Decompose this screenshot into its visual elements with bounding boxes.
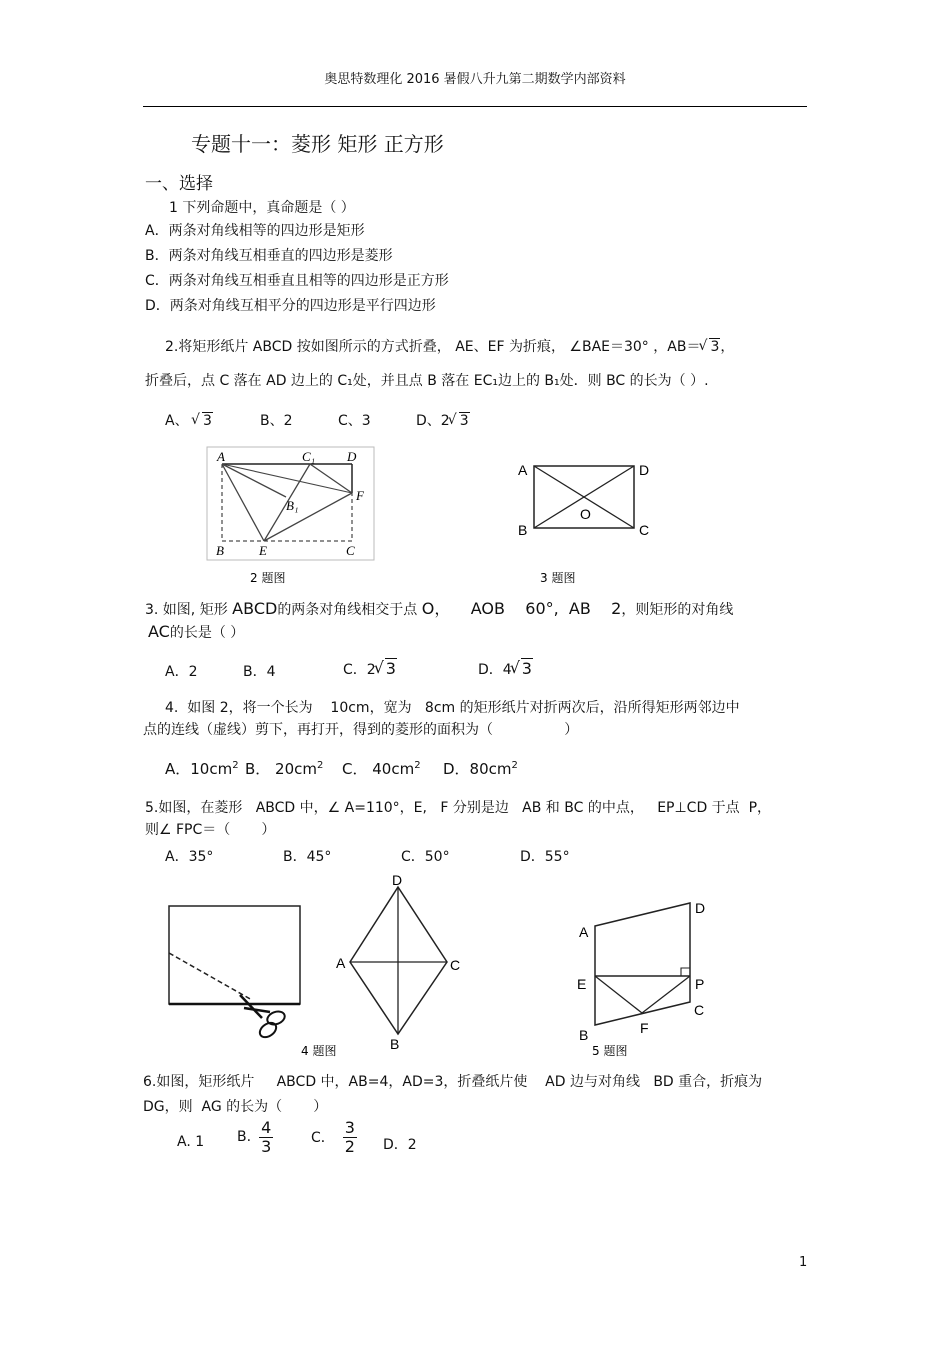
q5-label-d: D xyxy=(695,900,706,916)
q2-line-1-text: 2.将矩形纸片 ABCD 按如图所示的方式折叠， AE、EF 为折痕， ∠BAE＝30° ，AB＝ xyxy=(165,339,701,355)
q3-line-1a: 3. 如图, 矩形 xyxy=(145,602,228,618)
label-a: A xyxy=(217,449,225,464)
q3-label-o: O xyxy=(580,506,591,522)
q3-option-b: B．4 xyxy=(243,664,276,680)
q2-option-d-label: D、2 xyxy=(416,413,450,429)
figure-2-caption: 2 题图 xyxy=(250,571,286,585)
label-b1: B₁ xyxy=(286,498,299,513)
section-heading: 一、选择 xyxy=(145,174,213,194)
q4-line-2: 点的连线（虚线）剪下，再打开，得到的菱形的面积为（ ） xyxy=(143,722,579,738)
figure-4-caption: 4 题图 xyxy=(301,1044,337,1058)
q2-option-a-radicand: 3 xyxy=(203,413,212,429)
q6-option-c xyxy=(311,1119,357,1155)
right-angle-mark xyxy=(681,968,690,976)
q3-option-c-label: C．2 xyxy=(343,662,376,678)
q5-line-ef xyxy=(595,976,642,1013)
rhombus-label-a: A xyxy=(336,955,346,971)
q4-option-b-label: B． 20cm xyxy=(245,760,318,778)
q3-option-d-label: D．4 xyxy=(478,662,512,678)
rhombus-label-d: D xyxy=(392,872,403,888)
q5-label-a: A xyxy=(579,924,589,940)
q5-option-b: B．45° xyxy=(283,849,332,865)
fraction-numerator: 3 xyxy=(344,1118,355,1137)
q3-line-1c: 的两条对角线相交于点 xyxy=(277,602,418,618)
q6-option-b xyxy=(237,1119,273,1155)
q2-option-d-radicand: 3 xyxy=(459,413,469,429)
q3-line-2b: 的长是（ ） xyxy=(169,625,245,641)
q5-label-f: F xyxy=(640,1020,649,1036)
q2-line-1-end: ， xyxy=(720,339,735,355)
q6-option-b-label: B. xyxy=(237,1129,252,1146)
q4-option-d-label: D．80cm xyxy=(443,760,512,778)
label-c1: C₁ xyxy=(302,449,316,464)
figure-3-caption: 3 题图 xyxy=(540,571,576,585)
page-title: 专题十一：菱形 矩形 正方形 xyxy=(191,132,444,156)
fraction-numerator: 4 xyxy=(261,1118,272,1137)
q4-option-b-sup: 2 xyxy=(317,760,324,771)
q2-option-b: B、2 xyxy=(260,413,293,429)
q3-option-d-radicand: 3 xyxy=(521,659,532,678)
q1-option-d: D．两条对角线互相平分的四边形是平行四边形 xyxy=(145,298,436,314)
q5-option-a: A．35° xyxy=(165,849,214,865)
label-e: E xyxy=(259,543,267,558)
q6-line-1: 6.如图，矩形纸片 ABCD 中，AB=4，AD=3，折叠纸片使 AD 边与对角线 BD 重合，折痕为 xyxy=(143,1074,763,1090)
page-number: 1 xyxy=(799,1255,808,1270)
q3-option-a: A．2 xyxy=(165,664,198,680)
q6-option-d: D．2 xyxy=(383,1137,417,1153)
label-d: D xyxy=(347,449,357,464)
q3-line-1e: ，则矩形的对角线 xyxy=(621,602,734,618)
q4-option-a-label: A．10cm xyxy=(165,760,233,778)
q3-label-a: A xyxy=(518,462,528,478)
q4-option-c-label: C． 40cm xyxy=(342,760,415,778)
rhombus-label-c: C xyxy=(450,957,461,973)
q3-line-2a: AC xyxy=(148,622,170,641)
q2-option-c: C、3 xyxy=(338,413,371,429)
fraction-denominator: 2 xyxy=(344,1136,355,1156)
q3-line-1b: ABCD xyxy=(232,599,278,618)
rhombus-label-b: B xyxy=(390,1036,400,1052)
q5-label-e: E xyxy=(577,976,587,992)
page-header: 奥思特数理化 2016 暑假八升九第二期数学内部资料 xyxy=(324,72,626,87)
q6-option-a: A. 1 xyxy=(177,1134,205,1150)
q3-label-b: B xyxy=(518,522,528,538)
q3-label-c: C xyxy=(639,522,650,538)
q2-line-2: 折叠后，点 C 落在 AD 边上的 C₁处，并且点 B 落在 EC₁边上的 B₁处．则 BC 的长为（ ）. xyxy=(145,373,709,389)
label-f: F xyxy=(356,488,364,503)
q4-line-1: 4. 如图 2，将一个长为 10cm，宽为 8cm 的矩形纸片对折两次后，沿所得矩形两邻边中 xyxy=(165,700,740,716)
q2-line-1-radicand: 3 xyxy=(710,339,720,355)
q1-stem: 1 下列命题中，真命题是（ ） xyxy=(169,200,355,216)
q1-option-a: A．两条对角线相等的四边形是矩形 xyxy=(145,223,365,239)
scissors-icon xyxy=(240,995,287,1040)
q6-line-2: DG，则 AG 的长为（ ） xyxy=(143,1099,328,1115)
q3-option-c-radicand: 3 xyxy=(385,659,396,678)
figure-5-caption: 5 题图 xyxy=(592,1044,628,1058)
label-b: B xyxy=(216,543,224,558)
q4-cut-line xyxy=(169,953,252,1000)
q5-option-c: C．50° xyxy=(401,849,450,865)
q5-option-d: D．55° xyxy=(520,849,570,865)
q2-option-a-label: A、 xyxy=(165,413,189,429)
q5-label-p: P xyxy=(695,976,705,992)
q5-label-b: B xyxy=(579,1027,589,1043)
q3-label-d: D xyxy=(639,462,650,478)
q1-option-c: C．两条对角线互相垂直且相等的四边形是正方形 xyxy=(145,273,449,289)
q5-rhombus xyxy=(595,903,690,1025)
q1-option-b: B．两条对角线互相垂直的四边形是菱形 xyxy=(145,248,393,264)
q4-option-c-sup: 2 xyxy=(414,760,421,771)
q3-line-1d: O， AOB 60°, AB 2 xyxy=(421,599,622,618)
q5-label-c: C xyxy=(694,1002,705,1018)
label-c: C xyxy=(346,543,355,558)
fraction-denominator: 3 xyxy=(261,1136,272,1156)
q6-option-c-label: C． xyxy=(311,1130,335,1147)
q4-option-d-sup: 2 xyxy=(511,760,518,771)
fraction xyxy=(343,1119,357,1155)
fraction xyxy=(259,1119,273,1155)
q5-line-2: 则∠ FPC＝（ ） xyxy=(145,822,276,838)
q4-option-a-sup: 2 xyxy=(232,760,239,771)
q5-line-1: 5.如图，在菱形 ABCD 中，∠ A=110°，E, F 分别是边 AB 和 BC 的中点， EP⊥CD 于点 P， xyxy=(145,800,772,816)
